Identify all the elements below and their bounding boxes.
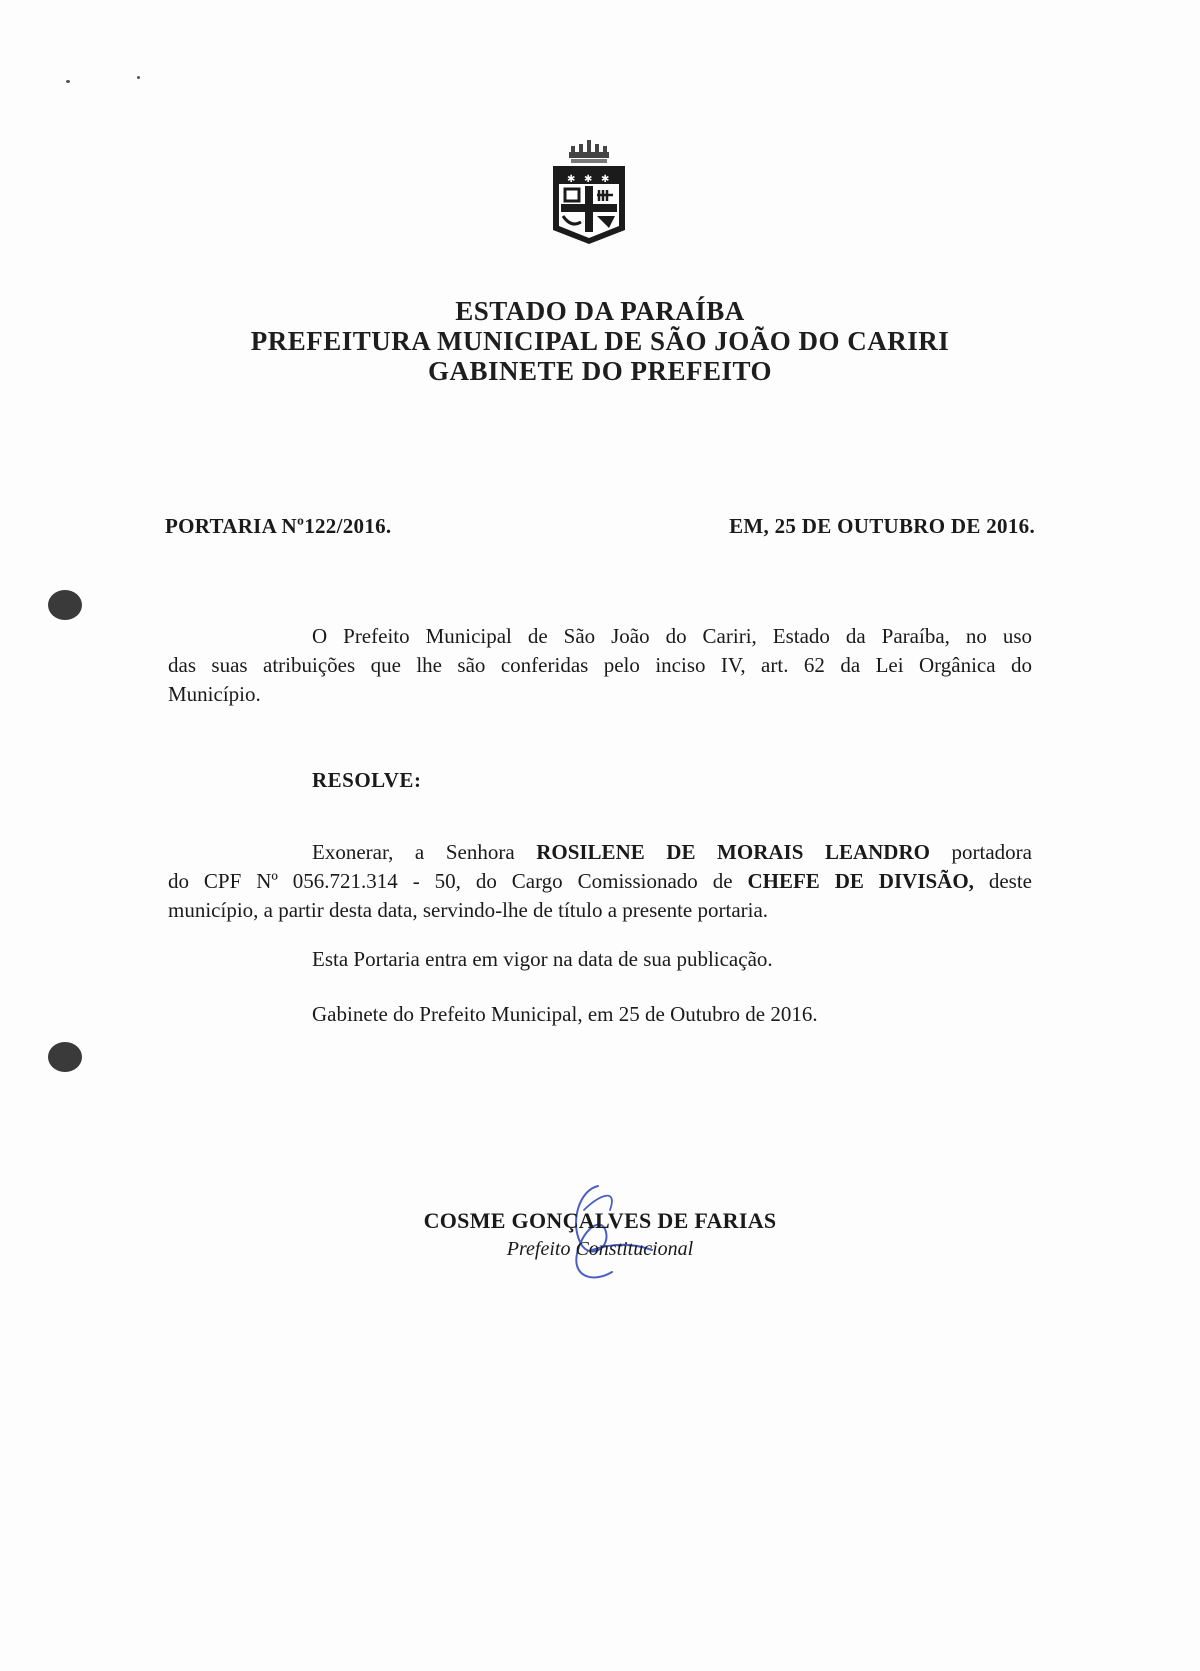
scan-speck	[137, 76, 140, 79]
svg-text:✱: ✱	[601, 174, 610, 185]
exoneration-after-name: portadora	[929, 840, 1032, 864]
svg-text:✱: ✱	[567, 174, 576, 185]
portaria-date: EM, 25 DE OUTUBRO DE 2016.	[729, 514, 1035, 538]
preamble	[168, 622, 1032, 709]
coat-of-arms-icon	[547, 138, 631, 248]
resolve-heading: RESOLVE:	[312, 768, 422, 792]
cpf-text: do CPF Nº 056.721.314 - 50, do Cargo Comissionado de	[168, 869, 748, 893]
signatory-title: Prefeito Constitucional	[506, 1238, 694, 1260]
handwritten-signature	[540, 1180, 660, 1290]
preamble-line: O Prefeito Municipal de São João do Cariri, Estado da Paraíba, no uso	[312, 624, 1032, 648]
header-state: ESTADO DA PARAÍBA	[455, 296, 745, 326]
closing-statement: Gabinete do Prefeito Municipal, em 25 de Outubro de 2016.	[312, 1002, 818, 1026]
after-position: deste	[973, 869, 1032, 893]
header-city-hall: PREFEITURA MUNICIPAL DE SÃO JOÃO DO CARIRI	[250, 326, 950, 356]
effect-statement: Esta Portaria entra em vigor na data de sua publicação.	[312, 947, 773, 971]
person-name: ROSILENE DE MORAIS LEANDRO	[536, 840, 930, 864]
exoneration-paragraph	[168, 838, 1032, 925]
header-office: GABINETE DO PREFEITO	[427, 356, 773, 386]
exoneration-line	[168, 867, 1032, 896]
preamble-line: das suas atribuições que lhe são conferidas pelo inciso IV, art. 62 da Lei Orgânica do	[168, 653, 1032, 677]
exoneration-line: município, a partir desta data, servindo-lhe de título a presente portaria.	[168, 898, 769, 922]
preamble-line: Município.	[168, 682, 261, 706]
exoneration-intro: Exonerar, a Senhora	[312, 840, 537, 864]
exoneration-line	[168, 838, 1032, 867]
scan-speck	[66, 80, 70, 83]
svg-text:✱: ✱	[584, 174, 593, 185]
punch-hole-top	[48, 590, 82, 620]
punch-hole-bottom	[48, 1042, 82, 1072]
position-name: CHEFE DE DIVISÃO,	[747, 869, 974, 893]
portaria-number: PORTARIA Nº122/2016.	[165, 514, 392, 538]
signatory-name: COSME GONÇALVES DE FARIAS	[423, 1208, 777, 1233]
